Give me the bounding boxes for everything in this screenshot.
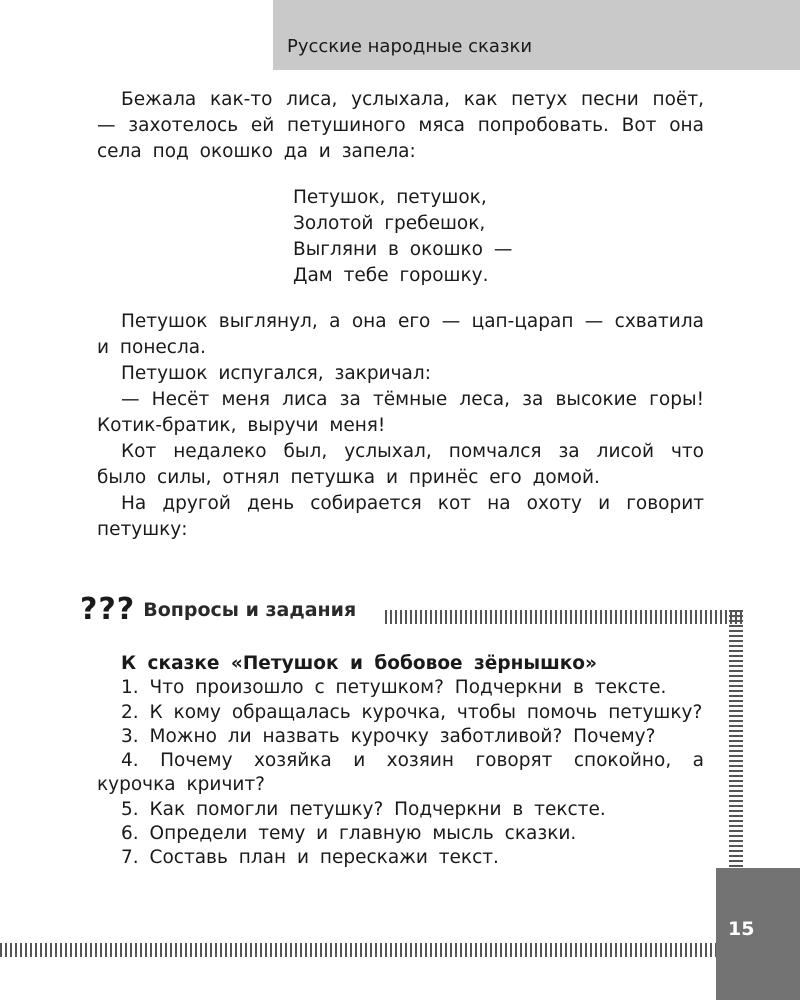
questions-title: Вопросы и задания bbox=[143, 598, 357, 621]
story-paragraph: Петушок испугался, закричал: bbox=[121, 363, 431, 384]
poem bbox=[293, 185, 704, 289]
story-paragraph: Петушок выглянул, а она его — цап-царап — схватила и понесла. bbox=[97, 311, 704, 358]
story-paragraph: — Несёт меня лиса за тёмные леса, за высокие горы! Котик-братик, выручи меня! bbox=[97, 389, 704, 436]
story-paragraph: На другой день собирается кот на охоту и говорит петушку: bbox=[97, 493, 704, 540]
page-number: 15 bbox=[728, 918, 755, 940]
question-item: 4. Почему хозяйка и хозяин говорят спокойно, а курочка кричит? bbox=[97, 750, 704, 796]
story-paragraph-intro: Бежала как-то лиса, услыхала, как петух песни поёт, — захотелось ей петушиного мяса попробовать. Вот она села под окошко да и запела: bbox=[97, 89, 704, 162]
poem-line: Золотой гребешок, bbox=[293, 213, 486, 234]
question-item: 2. К кому обращалась курочка, чтобы помочь петушку? bbox=[121, 701, 703, 723]
question-item: 7. Составь план и перескажи текст. bbox=[121, 847, 499, 869]
question-marks-icon: ??? bbox=[80, 592, 136, 627]
dashed-rule-right bbox=[729, 610, 743, 868]
question-item: 6. Определи тему и главную мысль сказки. bbox=[121, 823, 577, 845]
running-header-title: Русские народные сказки bbox=[287, 36, 533, 57]
question-item: 5. Как помогли петушку? Подчеркни в тексте. bbox=[121, 798, 606, 820]
questions-heading bbox=[80, 592, 356, 632]
header-bar bbox=[273, 0, 800, 70]
dashed-rule-bottom bbox=[0, 943, 716, 957]
poem-line: Выгляни в окошко — bbox=[293, 239, 513, 260]
dashed-rule-top bbox=[385, 610, 743, 624]
question-item: 3. Можно ли назвать курочку заботливой? Почему? bbox=[121, 725, 656, 747]
poem-line: Петушок, петушок, bbox=[293, 187, 487, 208]
questions-list bbox=[97, 652, 704, 871]
questions-subtitle: К сказке «Петушок и бобовое зёрнышко» bbox=[121, 653, 597, 674]
poem-line: Дам тебе горошку. bbox=[293, 265, 489, 286]
story-text bbox=[97, 87, 704, 543]
question-item: 1. Что произошло с петушком? Подчеркни в тексте. bbox=[121, 677, 667, 699]
story-paragraph: Кот недалеко был, услыхал, помчался за лисой что было силы, отнял петушка и принёс его домой. bbox=[97, 441, 704, 488]
